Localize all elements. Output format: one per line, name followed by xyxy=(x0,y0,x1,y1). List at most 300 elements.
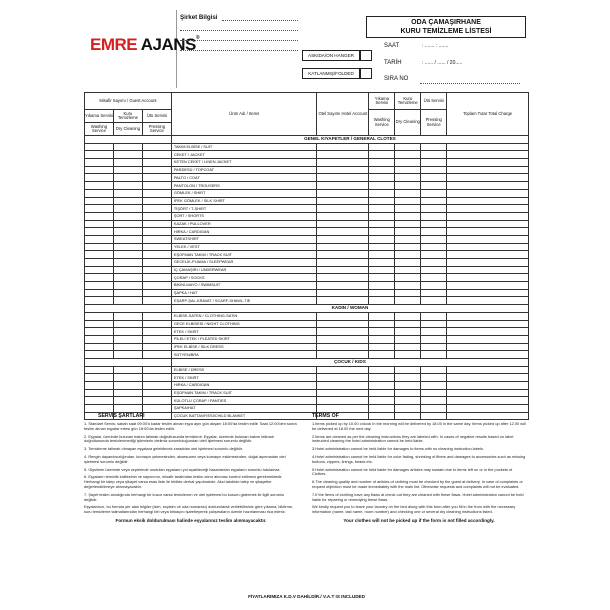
hotel-dry-cell[interactable] xyxy=(395,243,421,251)
hotel-pressing-cell[interactable] xyxy=(421,282,447,290)
guest-washing-cell[interactable] xyxy=(85,235,114,243)
hotel-dry-cell[interactable] xyxy=(395,382,421,390)
hotel-dry-cell[interactable] xyxy=(395,159,421,167)
total-charge-cell[interactable] xyxy=(447,328,529,336)
hotel-account-cell[interactable] xyxy=(317,374,369,382)
table-row xyxy=(85,351,529,359)
hotel-washing-cell[interactable] xyxy=(369,397,395,405)
guest-washing-cell[interactable] xyxy=(85,243,114,251)
folded-label: KATLANMIŞ/FOLDED xyxy=(302,68,360,79)
guest-dry-cell[interactable] xyxy=(113,243,142,251)
total-charge-cell[interactable] xyxy=(447,189,529,197)
guest-washing-cell[interactable] xyxy=(85,289,114,297)
guest-washing-cell[interactable] xyxy=(85,212,114,220)
terms-paragraph: 4.Hotel administration cannot be held liable for color fading, shrinking of fibers and damages to accessories such as missing buttons, zippers, linings, beads etc. xyxy=(312,453,526,464)
guest-washing-cell[interactable] xyxy=(85,405,114,413)
hotel-account-cell[interactable] xyxy=(317,343,369,351)
total-charge-cell[interactable] xyxy=(447,251,529,259)
guest-pressing-cell[interactable] xyxy=(142,212,171,220)
table-row xyxy=(85,405,529,413)
hotel-pressing-cell[interactable] xyxy=(421,143,447,151)
item-name: PARDESÜ / TOPCOAT xyxy=(171,166,317,174)
hotel-dry-cell[interactable] xyxy=(395,312,421,320)
hotel-pressing-cell[interactable] xyxy=(421,274,447,282)
hotel-account-cell[interactable] xyxy=(317,259,369,267)
guest-pressing-cell[interactable] xyxy=(142,389,171,397)
guest-pressing-cell[interactable] xyxy=(142,197,171,205)
total-charge-cell[interactable] xyxy=(447,289,529,297)
guest-pressing-cell[interactable] xyxy=(142,182,171,190)
hotel-dry-cell[interactable] xyxy=(395,289,421,297)
guest-dry-cell[interactable] xyxy=(113,189,142,197)
hotel-washing-cell[interactable] xyxy=(369,389,395,397)
total-charge-cell[interactable] xyxy=(447,235,529,243)
guest-dry-cell[interactable] xyxy=(113,235,142,243)
hotel-account-cell[interactable] xyxy=(317,366,369,374)
guest-pressing-cell[interactable] xyxy=(142,235,171,243)
hotel-account-cell[interactable] xyxy=(317,220,369,228)
hotel-dry-cell[interactable] xyxy=(395,251,421,259)
guest-washing-cell[interactable] xyxy=(85,351,114,359)
guest-pressing-cell[interactable] xyxy=(142,328,171,336)
hotel-washing-cell[interactable] xyxy=(369,328,395,336)
hotel-pressing-en: Pressing Service xyxy=(421,110,447,136)
hotel-account-cell[interactable] xyxy=(317,182,369,190)
hotel-washing-cell[interactable] xyxy=(369,366,395,374)
hotel-account-cell[interactable] xyxy=(317,151,369,159)
terms-en-footer: Your clothes will not be picked up if the form is not filled accordingly. xyxy=(343,517,495,523)
hotel-washing-cell[interactable] xyxy=(369,189,395,197)
guest-dry-cell[interactable] xyxy=(113,159,142,167)
guest-pressing-cell[interactable] xyxy=(142,205,171,213)
hotel-account-cell[interactable] xyxy=(317,289,369,297)
hotel-account-cell[interactable] xyxy=(317,335,369,343)
total-charge-cell[interactable] xyxy=(447,174,529,182)
hotel-account-cell[interactable] xyxy=(317,297,369,305)
hotel-dry-cell[interactable] xyxy=(395,174,421,182)
hotel-washing-cell[interactable] xyxy=(369,228,395,236)
hotel-dry-cell[interactable] xyxy=(395,297,421,305)
hotel-dry-cell[interactable] xyxy=(395,389,421,397)
hotel-account-cell[interactable] xyxy=(317,405,369,413)
hotel-dry-cell[interactable] xyxy=(395,266,421,274)
terms-tr-footer: Formun eksik doldurulması halinde eşyalarınız teslim alınmayacaktır. xyxy=(115,517,267,523)
hotel-pressing-cell[interactable] xyxy=(421,166,447,174)
guest-dry-cell[interactable] xyxy=(113,174,142,182)
guest-washing-cell[interactable] xyxy=(85,251,114,259)
guest-dry-cell[interactable] xyxy=(113,366,142,374)
hotel-dry-cell[interactable] xyxy=(395,166,421,174)
hotel-account-cell[interactable] xyxy=(317,282,369,290)
guest-dry-cell[interactable] xyxy=(113,197,142,205)
hotel-dry-cell[interactable] xyxy=(395,328,421,336)
company-info-line-1[interactable] xyxy=(222,14,298,21)
hotel-account-cell[interactable] xyxy=(317,328,369,336)
on-hanger-checkbox[interactable] xyxy=(360,50,372,61)
hotel-dry-cell[interactable] xyxy=(395,320,421,328)
guest-pressing-cell[interactable] xyxy=(142,382,171,390)
guest-pressing-cell[interactable] xyxy=(142,174,171,182)
hotel-pressing-cell[interactable] xyxy=(421,351,447,359)
guest-pressing-cell[interactable] xyxy=(142,143,171,151)
total-charge-cell[interactable] xyxy=(447,320,529,328)
hotel-washing-cell[interactable] xyxy=(369,320,395,328)
guest-pressing-cell[interactable] xyxy=(142,397,171,405)
guest-pressing-cell[interactable] xyxy=(142,274,171,282)
table-row xyxy=(85,274,529,282)
hotel-washing-cell[interactable] xyxy=(369,243,395,251)
guest-pressing-cell[interactable] xyxy=(142,243,171,251)
item-name: HIRKA / CARDIGAN xyxy=(171,382,317,390)
hotel-dry-cell[interactable] xyxy=(395,205,421,213)
hotel-dry-cell[interactable] xyxy=(395,397,421,405)
guest-dry-cell[interactable] xyxy=(113,297,142,305)
guest-washing-cell[interactable] xyxy=(85,320,114,328)
total-charge-cell[interactable] xyxy=(447,382,529,390)
hotel-washing-cell[interactable] xyxy=(369,143,395,151)
guest-washing-cell[interactable] xyxy=(85,366,114,374)
total-charge-cell[interactable] xyxy=(447,366,529,374)
title-line-2: KURU TEMİZLEME LİSTESİ xyxy=(400,27,492,35)
company-info-line-4[interactable] xyxy=(180,44,298,51)
hotel-account-cell[interactable] xyxy=(317,166,369,174)
total-charge-cell[interactable] xyxy=(447,374,529,382)
hotel-account-cell[interactable] xyxy=(317,266,369,274)
company-info-line-2[interactable] xyxy=(180,24,298,31)
total-charge-cell[interactable] xyxy=(447,274,529,282)
guest-washing-cell[interactable] xyxy=(85,174,114,182)
guest-pressing-cell[interactable] xyxy=(142,335,171,343)
hotel-pressing-header: Ütü Servisi xyxy=(421,93,447,110)
hotel-pressing-cell[interactable] xyxy=(421,266,447,274)
hotel-pressing-cell[interactable] xyxy=(421,205,447,213)
total-charge-cell[interactable] xyxy=(447,159,529,167)
guest-pressing-cell[interactable] xyxy=(142,405,171,413)
hotel-account-cell[interactable] xyxy=(317,320,369,328)
guest-pressing-cell[interactable] xyxy=(142,166,171,174)
hotel-washing-cell[interactable] xyxy=(369,335,395,343)
hotel-pressing-cell[interactable] xyxy=(421,197,447,205)
guest-dry-cell[interactable] xyxy=(113,274,142,282)
guest-pressing-cell[interactable] xyxy=(142,266,171,274)
hotel-pressing-cell[interactable] xyxy=(421,374,447,382)
hotel-dry-cell[interactable] xyxy=(395,274,421,282)
date-field[interactable]: : ...... / ...... / 20..... xyxy=(422,60,463,66)
guest-pressing-cell[interactable] xyxy=(142,366,171,374)
hotel-washing-cell[interactable] xyxy=(369,212,395,220)
hotel-washing-cell[interactable] xyxy=(369,266,395,274)
hotel-pressing-cell[interactable] xyxy=(421,174,447,182)
hotel-washing-cell[interactable] xyxy=(369,343,395,351)
total-charge-cell[interactable] xyxy=(447,335,529,343)
guest-dry-cell[interactable] xyxy=(113,397,142,405)
guest-washing-cell[interactable] xyxy=(85,259,114,267)
hotel-pressing-cell[interactable] xyxy=(421,243,447,251)
hotel-account-cell[interactable] xyxy=(317,351,369,359)
item-name: ŞAPKA / HAT xyxy=(171,289,317,297)
hotel-dry-cell[interactable] xyxy=(395,189,421,197)
guest-washing-cell[interactable] xyxy=(85,159,114,167)
hotel-washing-cell[interactable] xyxy=(369,282,395,290)
hotel-washing-cell[interactable] xyxy=(369,235,395,243)
guest-dry-cell[interactable] xyxy=(113,389,142,397)
folded-checkbox[interactable] xyxy=(360,68,372,79)
guest-pressing-cell[interactable] xyxy=(142,289,171,297)
hotel-dry-cell[interactable] xyxy=(395,235,421,243)
item-name: TAKIM ELBİSE / SUIT xyxy=(171,143,317,151)
hotel-pressing-cell[interactable] xyxy=(421,151,447,159)
total-charge-cell[interactable] xyxy=(447,205,529,213)
hotel-dry-cell[interactable] xyxy=(395,197,421,205)
total-charge-cell[interactable] xyxy=(447,297,529,305)
hotel-pressing-cell[interactable] xyxy=(421,382,447,390)
terms-paragraph: 2.Items are cleaned as per the cleaning instructions they are labeled with. In cases of negative results based on label instructed cleaning the hotel administration cannot be held liable. xyxy=(312,433,514,444)
hotel-account-cell[interactable] xyxy=(317,382,369,390)
hotel-dry-cell[interactable] xyxy=(395,212,421,220)
guest-dry-cell[interactable] xyxy=(113,259,142,267)
item-name: PANTOLON / TROUSERS xyxy=(171,182,317,190)
total-charge-cell[interactable] xyxy=(447,343,529,351)
hotel-dry-cell[interactable] xyxy=(395,182,421,190)
hotel-pressing-cell[interactable] xyxy=(421,297,447,305)
hotel-washing-cell[interactable] xyxy=(369,274,395,282)
hotel-dry-cell[interactable] xyxy=(395,220,421,228)
hotel-pressing-cell[interactable] xyxy=(421,389,447,397)
hotel-pressing-cell[interactable] xyxy=(421,343,447,351)
guest-washing-cell[interactable] xyxy=(85,220,114,228)
total-charge-cell[interactable] xyxy=(447,151,529,159)
hotel-washing-cell[interactable] xyxy=(369,197,395,205)
guest-dry-cell[interactable] xyxy=(113,205,142,213)
guest-pressing-cell[interactable] xyxy=(142,259,171,267)
guest-pressing-cell[interactable] xyxy=(142,228,171,236)
total-charge-cell[interactable] xyxy=(447,143,529,151)
guest-washing-cell[interactable] xyxy=(85,189,114,197)
hotel-pressing-cell[interactable] xyxy=(421,235,447,243)
guest-washing-cell[interactable] xyxy=(85,312,114,320)
hotel-pressing-cell[interactable] xyxy=(421,182,447,190)
guest-washing-cell[interactable] xyxy=(85,282,114,290)
guest-pressing-cell[interactable] xyxy=(142,151,171,159)
hotel-account-cell[interactable] xyxy=(317,274,369,282)
total-charge-cell[interactable] xyxy=(447,166,529,174)
total-charge-cell[interactable] xyxy=(447,197,529,205)
hotel-account-cell[interactable] xyxy=(317,197,369,205)
vat-note: FİYATLARIMIZA K.D.V DAHİLDİR./ V.A.T IS INCLUDED xyxy=(248,594,365,599)
section-title: KADIN / WOMAN xyxy=(171,305,528,313)
hotel-dry-cell[interactable] xyxy=(395,143,421,151)
hotel-washing-cell[interactable] xyxy=(369,220,395,228)
hotel-washing-cell[interactable] xyxy=(369,351,395,359)
guest-pressing-cell[interactable] xyxy=(142,374,171,382)
guest-washing-cell[interactable] xyxy=(85,197,114,205)
terms-paragraph: 1.Items picked up by 10.00 o'clock in the morning will be delivered by 18.00 in the same day. Items picked up after 12.00 will be delivered at 18.00 the next day. xyxy=(312,421,526,431)
hotel-pressing-cell[interactable] xyxy=(421,220,447,228)
guest-dry-cell[interactable] xyxy=(113,182,142,190)
hotel-account-cell[interactable] xyxy=(317,389,369,397)
guest-pressing-cell[interactable] xyxy=(142,297,171,305)
hotel-pressing-cell[interactable] xyxy=(421,189,447,197)
guest-pressing-cell[interactable] xyxy=(142,220,171,228)
time-field[interactable]: : ....... : ....... xyxy=(422,43,449,49)
hotel-pressing-cell[interactable] xyxy=(421,289,447,297)
hotel-pressing-cell[interactable] xyxy=(421,259,447,267)
hotel-washing-cell[interactable] xyxy=(369,382,395,390)
guest-pressing-cell[interactable] xyxy=(142,343,171,351)
guest-dry-cell[interactable] xyxy=(113,166,142,174)
guest-dry-cell[interactable] xyxy=(113,143,142,151)
hotel-washing-cell[interactable] xyxy=(369,151,395,159)
hotel-washing-cell[interactable] xyxy=(369,259,395,267)
guest-washing-cell[interactable] xyxy=(85,335,114,343)
guest-washing-cell[interactable] xyxy=(85,205,114,213)
hotel-pressing-cell[interactable] xyxy=(421,212,447,220)
hotel-dry-cell[interactable] xyxy=(395,374,421,382)
total-charge-cell[interactable] xyxy=(447,266,529,274)
guest-washing-cell[interactable] xyxy=(85,343,114,351)
total-charge-cell[interactable] xyxy=(447,397,529,405)
guest-washing-cell[interactable] xyxy=(85,274,114,282)
hotel-account-cell[interactable] xyxy=(317,235,369,243)
hotel-dry-cell[interactable] xyxy=(395,335,421,343)
table-row xyxy=(85,197,529,205)
date-label: TARİH xyxy=(384,60,402,66)
hotel-account-cell[interactable] xyxy=(317,397,369,405)
guest-dry-cell[interactable] xyxy=(113,374,142,382)
hotel-account-cell[interactable] xyxy=(317,251,369,259)
guest-dry-tr: Kuru Temizleme xyxy=(113,110,142,123)
hotel-account-cell[interactable] xyxy=(317,174,369,182)
hotel-pressing-cell[interactable] xyxy=(421,366,447,374)
guest-dry-cell[interactable] xyxy=(113,335,142,343)
guest-dry-cell[interactable] xyxy=(113,151,142,159)
guest-dry-cell[interactable] xyxy=(113,351,142,359)
hotel-account-cell[interactable] xyxy=(317,159,369,167)
hotel-pressing-cell[interactable] xyxy=(421,251,447,259)
guest-pressing-cell[interactable] xyxy=(142,251,171,259)
hotel-dry-cell[interactable] xyxy=(395,282,421,290)
hotel-dry-cell[interactable] xyxy=(395,151,421,159)
item-name: BİKİNİ-MAYO / SWIMSUIT xyxy=(171,282,317,290)
hotel-pressing-cell[interactable] xyxy=(421,228,447,236)
hotel-dry-cell[interactable] xyxy=(395,343,421,351)
hotel-account-cell[interactable] xyxy=(317,228,369,236)
total-charge-cell[interactable] xyxy=(447,212,529,220)
guest-dry-cell[interactable] xyxy=(113,382,142,390)
hotel-washing-cell[interactable] xyxy=(369,205,395,213)
guest-dry-cell[interactable] xyxy=(113,251,142,259)
guest-washing-cell[interactable] xyxy=(85,151,114,159)
hotel-pressing-cell[interactable] xyxy=(421,320,447,328)
hotel-pressing-cell[interactable] xyxy=(421,335,447,343)
guest-pressing-cell[interactable] xyxy=(142,312,171,320)
hotel-dry-cell[interactable] xyxy=(395,405,421,413)
guest-washing-cell[interactable] xyxy=(85,182,114,190)
guest-dry-cell[interactable] xyxy=(113,320,142,328)
guest-washing-cell[interactable] xyxy=(85,143,114,151)
guest-pressing-cell[interactable] xyxy=(142,159,171,167)
hotel-washing-cell[interactable] xyxy=(369,405,395,413)
hotel-account-cell[interactable] xyxy=(317,243,369,251)
guest-washing-cell[interactable] xyxy=(85,389,114,397)
guest-pressing-cell[interactable] xyxy=(142,320,171,328)
hotel-washing-cell[interactable] xyxy=(369,174,395,182)
guest-pressing-cell[interactable] xyxy=(142,351,171,359)
table-row xyxy=(85,212,529,220)
guest-dry-cell[interactable] xyxy=(113,228,142,236)
hotel-dry-cell[interactable] xyxy=(395,228,421,236)
guest-dry-cell[interactable] xyxy=(113,343,142,351)
hotel-washing-cell[interactable] xyxy=(369,374,395,382)
hotel-account-cell[interactable] xyxy=(317,312,369,320)
hotel-washing-cell[interactable] xyxy=(369,182,395,190)
guest-washing-cell[interactable] xyxy=(85,297,114,305)
guest-dry-cell[interactable] xyxy=(113,312,142,320)
guest-washing-cell[interactable] xyxy=(85,397,114,405)
guest-washing-cell[interactable] xyxy=(85,374,114,382)
hotel-washing-cell[interactable] xyxy=(369,159,395,167)
hotel-washing-cell[interactable] xyxy=(369,251,395,259)
hotel-account-cell[interactable] xyxy=(317,212,369,220)
hotel-pressing-cell[interactable] xyxy=(421,312,447,320)
hotel-pressing-cell[interactable] xyxy=(421,159,447,167)
hotel-pressing-cell[interactable] xyxy=(421,328,447,336)
guest-pressing-cell[interactable] xyxy=(142,189,171,197)
table-row xyxy=(85,251,529,259)
total-charge-cell[interactable] xyxy=(447,220,529,228)
company-info-line-3[interactable] xyxy=(180,34,298,41)
total-charge-cell[interactable] xyxy=(447,182,529,190)
guest-pressing-cell[interactable] xyxy=(142,282,171,290)
guest-dry-cell[interactable] xyxy=(113,266,142,274)
hotel-account-cell[interactable] xyxy=(317,189,369,197)
item-name: İPEK ELBİSE / SILK DRESS xyxy=(171,343,317,351)
hotel-washing-cell[interactable] xyxy=(369,166,395,174)
total-charge-cell[interactable] xyxy=(447,243,529,251)
guest-dry-cell[interactable] xyxy=(113,212,142,220)
guest-dry-cell[interactable] xyxy=(113,282,142,290)
guest-washing-cell[interactable] xyxy=(85,228,114,236)
guest-washing-cell[interactable] xyxy=(85,166,114,174)
guest-washing-cell[interactable] xyxy=(85,328,114,336)
hotel-dry-cell[interactable] xyxy=(395,366,421,374)
hotel-account-cell[interactable] xyxy=(317,143,369,151)
total-charge-cell[interactable] xyxy=(447,389,529,397)
hotel-washing-cell[interactable] xyxy=(369,312,395,320)
hotel-washing-cell[interactable] xyxy=(369,289,395,297)
total-charge-cell[interactable] xyxy=(447,259,529,267)
guest-dry-cell[interactable] xyxy=(113,220,142,228)
hotel-pressing-cell[interactable] xyxy=(421,405,447,413)
total-charge-cell[interactable] xyxy=(447,228,529,236)
guest-dry-cell[interactable] xyxy=(113,328,142,336)
total-charge-cell[interactable] xyxy=(447,282,529,290)
hotel-washing-cell[interactable] xyxy=(369,297,395,305)
total-charge-cell[interactable] xyxy=(447,405,529,413)
total-charge-cell[interactable] xyxy=(447,351,529,359)
total-charge-cell[interactable] xyxy=(447,312,529,320)
hotel-account-cell[interactable] xyxy=(317,205,369,213)
order-number-field[interactable] xyxy=(420,77,520,84)
hotel-pressing-cell[interactable] xyxy=(421,397,447,405)
guest-dry-cell[interactable] xyxy=(113,405,142,413)
guest-washing-cell[interactable] xyxy=(85,382,114,390)
hotel-dry-cell[interactable] xyxy=(395,351,421,359)
guest-washing-cell[interactable] xyxy=(85,266,114,274)
hotel-dry-cell[interactable] xyxy=(395,259,421,267)
table-row xyxy=(85,312,529,320)
guest-dry-cell[interactable] xyxy=(113,289,142,297)
